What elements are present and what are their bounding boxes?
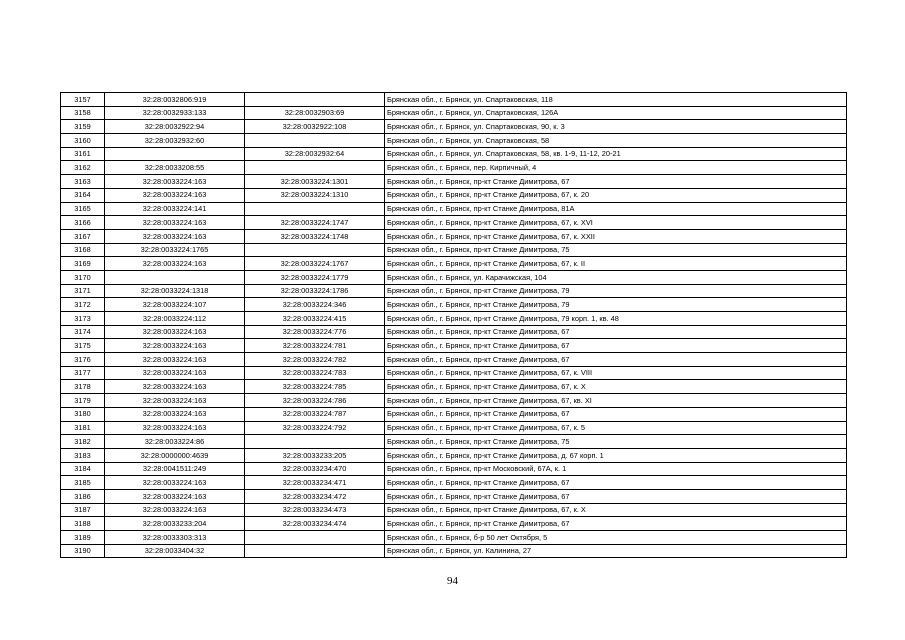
cadastral-number-cell: 32:28:0033224:163 xyxy=(105,407,245,421)
row-number-cell: 3181 xyxy=(61,421,105,435)
address-cell: Брянская обл., г. Брянск, пр-кт Станке Димитрова, 67 xyxy=(385,175,847,189)
row-number-cell: 3173 xyxy=(61,312,105,326)
cadastral-number-cell: 32:28:0041511:249 xyxy=(105,462,245,476)
cadastral-number-cell: 32:28:0033224:1765 xyxy=(105,243,245,257)
table-row xyxy=(61,503,847,517)
table-row xyxy=(61,312,847,326)
table-row xyxy=(61,243,847,257)
cadastral-number-cell: 32:28:0032922:94 xyxy=(105,120,245,134)
cadastral-number-cell: 32:28:0033224:163 xyxy=(105,188,245,202)
table-row xyxy=(61,134,847,148)
table-row xyxy=(61,544,847,558)
building-cadastral-number-cell xyxy=(245,161,385,175)
table-row xyxy=(61,298,847,312)
cadastral-number-cell xyxy=(105,270,245,284)
row-number-cell: 3170 xyxy=(61,270,105,284)
row-number-cell: 3164 xyxy=(61,188,105,202)
table-row xyxy=(61,284,847,298)
address-cell: Брянская обл., г. Брянск, пр-кт Станке Димитрова, 67, к. II xyxy=(385,257,847,271)
row-number-cell: 3158 xyxy=(61,106,105,120)
cadastral-number-cell: 32:28:0033224:86 xyxy=(105,435,245,449)
row-number-cell: 3177 xyxy=(61,366,105,380)
address-cell: Брянская обл., г. Брянск, ул. Спартаковская, 118 xyxy=(385,93,847,107)
cadastral-number-cell: 32:28:0033224:163 xyxy=(105,380,245,394)
cadastral-number-cell: 32:28:0033224:163 xyxy=(105,175,245,189)
table-row xyxy=(61,325,847,339)
table-row xyxy=(61,257,847,271)
address-cell: Брянская обл., г. Брянск, ул. Спартаковская, 58, кв. 1-9, 11-12, 20-21 xyxy=(385,147,847,161)
table-row xyxy=(61,202,847,216)
address-cell: Брянская обл., г. Брянск, пр-кт Станке Димитрова, д. 67 корп. 1 xyxy=(385,448,847,462)
table-row xyxy=(61,435,847,449)
building-cadastral-number-cell: 32:28:0033224:782 xyxy=(245,353,385,367)
row-number-cell: 3175 xyxy=(61,339,105,353)
address-cell: Брянская обл., г. Брянск, пер. Кирпичный, 4 xyxy=(385,161,847,175)
address-cell: Брянская обл., г. Брянск, пр-кт Станке Димитрова, 67 xyxy=(385,339,847,353)
address-cell: Брянская обл., г. Брянск, пр-кт Станке Димитрова, 67 xyxy=(385,407,847,421)
cadastral-number-cell: 32:28:0033224:163 xyxy=(105,216,245,230)
building-cadastral-number-cell: 32:28:0033234:472 xyxy=(245,489,385,503)
row-number-cell: 3157 xyxy=(61,93,105,107)
building-cadastral-number-cell: 32:28:0032922:108 xyxy=(245,120,385,134)
address-cell: Брянская обл., г. Брянск, ул. Калинина, 27 xyxy=(385,544,847,558)
address-cell: Брянская обл., г. Брянск, пр-кт Станке Димитрова, 79 xyxy=(385,284,847,298)
row-number-cell: 3167 xyxy=(61,229,105,243)
row-number-cell: 3186 xyxy=(61,489,105,503)
table-row xyxy=(61,188,847,202)
cadastral-number-cell: 32:28:0033224:163 xyxy=(105,339,245,353)
row-number-cell: 3182 xyxy=(61,435,105,449)
row-number-cell: 3172 xyxy=(61,298,105,312)
address-cell: Брянская обл., г. Брянск, пр-кт Станке Димитрова, 79 корп. 1, кв. 48 xyxy=(385,312,847,326)
address-cell: Брянская обл., г. Брянск, пр-кт Станке Димитрова, 67, к. VIII xyxy=(385,366,847,380)
address-cell: Брянская обл., г. Брянск, пр-кт Станке Димитрова, 67, к. X xyxy=(385,503,847,517)
cadastral-number-cell: 32:28:0033224:107 xyxy=(105,298,245,312)
building-cadastral-number-cell xyxy=(245,544,385,558)
row-number-cell: 3174 xyxy=(61,325,105,339)
table-row xyxy=(61,517,847,531)
table-row xyxy=(61,421,847,435)
table-row xyxy=(61,476,847,490)
address-cell: Брянская обл., г. Брянск, пр-кт Станке Димитрова, 67, к. 5 xyxy=(385,421,847,435)
table-row xyxy=(61,531,847,545)
register-table-body xyxy=(61,93,847,558)
building-cadastral-number-cell: 32:28:0033224:1767 xyxy=(245,257,385,271)
cadastral-number-cell: 32:28:0033224:1318 xyxy=(105,284,245,298)
row-number-cell: 3163 xyxy=(61,175,105,189)
building-cadastral-number-cell: 32:28:0033233:205 xyxy=(245,448,385,462)
table-row xyxy=(61,93,847,107)
cadastral-number-cell: 32:28:0033224:163 xyxy=(105,503,245,517)
cadastral-number-cell: 32:28:0033224:163 xyxy=(105,394,245,408)
building-cadastral-number-cell: 32:28:0033224:415 xyxy=(245,312,385,326)
table-row xyxy=(61,353,847,367)
building-cadastral-number-cell: 32:28:0033224:346 xyxy=(245,298,385,312)
address-cell: Брянская обл., г. Брянск, пр-кт Станке Димитрова, 67 xyxy=(385,517,847,531)
building-cadastral-number-cell xyxy=(245,202,385,216)
row-number-cell: 3187 xyxy=(61,503,105,517)
cadastral-number-cell: 32:28:0033224:163 xyxy=(105,325,245,339)
cadastral-number-cell: 32:28:0033224:112 xyxy=(105,312,245,326)
table-row xyxy=(61,366,847,380)
cadastral-number-cell xyxy=(105,147,245,161)
table-row xyxy=(61,175,847,189)
row-number-cell: 3178 xyxy=(61,380,105,394)
building-cadastral-number-cell xyxy=(245,243,385,257)
row-number-cell: 3176 xyxy=(61,353,105,367)
address-cell: Брянская обл., г. Брянск, пр-кт Станке Димитрова, 67, к. XVI xyxy=(385,216,847,230)
address-cell: Брянская обл., г. Брянск, ул. Спартаковская, 90, к. 3 xyxy=(385,120,847,134)
building-cadastral-number-cell: 32:28:0033224:783 xyxy=(245,366,385,380)
cadastral-number-cell: 32:28:0033303:313 xyxy=(105,531,245,545)
address-cell: Брянская обл., г. Брянск, пр-кт Станке Димитрова, 67, кв. XI xyxy=(385,394,847,408)
address-cell: Брянская обл., г. Брянск, пр-кт Станке Димитрова, 67 xyxy=(385,325,847,339)
table-row xyxy=(61,270,847,284)
row-number-cell: 3183 xyxy=(61,448,105,462)
cadastral-number-cell: 32:28:0033224:163 xyxy=(105,366,245,380)
address-cell: Брянская обл., г. Брянск, пр-кт Станке Димитрова, 75 xyxy=(385,243,847,257)
cadastral-number-cell: 32:28:0033224:163 xyxy=(105,353,245,367)
building-cadastral-number-cell: 32:28:0033234:471 xyxy=(245,476,385,490)
building-cadastral-number-cell: 32:28:0033224:776 xyxy=(245,325,385,339)
table-row xyxy=(61,120,847,134)
table-row xyxy=(61,380,847,394)
address-cell: Брянская обл., г. Брянск, ул. Спартаковская, 126А xyxy=(385,106,847,120)
address-cell: Брянская обл., г. Брянск, пр-кт Станке Димитрова, 67 xyxy=(385,489,847,503)
cadastral-number-cell: 32:28:0033224:163 xyxy=(105,476,245,490)
cadastral-number-cell: 32:28:0033404:32 xyxy=(105,544,245,558)
building-cadastral-number-cell xyxy=(245,435,385,449)
table-row xyxy=(61,339,847,353)
building-cadastral-number-cell: 32:28:0033224:1310 xyxy=(245,188,385,202)
cadastral-number-cell: 32:28:0033233:204 xyxy=(105,517,245,531)
address-cell: Брянская обл., г. Брянск, пр-кт Московский, 67А, к. 1 xyxy=(385,462,847,476)
building-cadastral-number-cell: 32:28:0033224:787 xyxy=(245,407,385,421)
building-cadastral-number-cell: 32:28:0033234:474 xyxy=(245,517,385,531)
cadastral-number-cell: 32:28:0033224:163 xyxy=(105,489,245,503)
row-number-cell: 3161 xyxy=(61,147,105,161)
table-row xyxy=(61,407,847,421)
row-number-cell: 3169 xyxy=(61,257,105,271)
row-number-cell: 3188 xyxy=(61,517,105,531)
cadastral-number-cell: 32:28:0000000:4639 xyxy=(105,448,245,462)
building-cadastral-number-cell xyxy=(245,93,385,107)
row-number-cell: 3171 xyxy=(61,284,105,298)
cadastral-number-cell: 32:28:0032932:60 xyxy=(105,134,245,148)
table-row xyxy=(61,462,847,476)
address-cell: Брянская обл., г. Брянск, пр-кт Станке Димитрова, 67 xyxy=(385,353,847,367)
address-cell: Брянская обл., г. Брянск, пр-кт Станке Димитрова, 81А xyxy=(385,202,847,216)
cadastral-number-cell: 32:28:0032933:133 xyxy=(105,106,245,120)
address-cell: Брянская обл., г. Брянск, ул. Спартаковская, 58 xyxy=(385,134,847,148)
address-cell: Брянская обл., г. Брянск, пр-кт Станке Димитрова, 67, к. 20 xyxy=(385,188,847,202)
address-cell: Брянская обл., г. Брянск, пр-кт Станке Димитрова, 75 xyxy=(385,435,847,449)
row-number-cell: 3165 xyxy=(61,202,105,216)
building-cadastral-number-cell xyxy=(245,531,385,545)
table-row xyxy=(61,489,847,503)
building-cadastral-number-cell: 32:28:0033224:1779 xyxy=(245,270,385,284)
row-number-cell: 3189 xyxy=(61,531,105,545)
row-number-cell: 3166 xyxy=(61,216,105,230)
row-number-cell: 3159 xyxy=(61,120,105,134)
row-number-cell: 3162 xyxy=(61,161,105,175)
address-cell: Брянская обл., г. Брянск, ул. Карачижская, 104 xyxy=(385,270,847,284)
building-cadastral-number-cell: 32:28:0033224:1747 xyxy=(245,216,385,230)
address-cell: Брянская обл., г. Брянск, пр-кт Станке Димитрова, 67, к. XXII xyxy=(385,229,847,243)
row-number-cell: 3160 xyxy=(61,134,105,148)
cadastral-number-cell: 32:28:0033224:141 xyxy=(105,202,245,216)
page-number: 94 xyxy=(447,575,458,587)
cadastral-number-cell: 32:28:0033224:163 xyxy=(105,257,245,271)
address-cell: Брянская обл., г. Брянск, б-р 50 лет Октября, 5 xyxy=(385,531,847,545)
building-cadastral-number-cell: 32:28:0033224:1786 xyxy=(245,284,385,298)
row-number-cell: 3179 xyxy=(61,394,105,408)
row-number-cell: 3168 xyxy=(61,243,105,257)
building-cadastral-number-cell: 32:28:0033234:473 xyxy=(245,503,385,517)
building-cadastral-number-cell: 32:28:0033224:1748 xyxy=(245,229,385,243)
address-cell: Брянская обл., г. Брянск, пр-кт Станке Димитрова, 67 xyxy=(385,476,847,490)
cadastral-number-cell: 32:28:0032806:919 xyxy=(105,93,245,107)
building-cadastral-number-cell: 32:28:0033224:781 xyxy=(245,339,385,353)
table-row xyxy=(61,394,847,408)
cadastral-number-cell: 32:28:0033224:163 xyxy=(105,229,245,243)
row-number-cell: 3185 xyxy=(61,476,105,490)
cadastral-number-cell: 32:28:0033208:55 xyxy=(105,161,245,175)
table-row xyxy=(61,147,847,161)
table-row xyxy=(61,216,847,230)
cadastral-number-cell: 32:28:0033224:163 xyxy=(105,421,245,435)
building-cadastral-number-cell: 32:28:0033224:1301 xyxy=(245,175,385,189)
row-number-cell: 3190 xyxy=(61,544,105,558)
table-row xyxy=(61,229,847,243)
register-table xyxy=(60,92,847,558)
building-cadastral-number-cell xyxy=(245,134,385,148)
building-cadastral-number-cell: 32:28:0032903:69 xyxy=(245,106,385,120)
building-cadastral-number-cell: 32:28:0033224:786 xyxy=(245,394,385,408)
address-cell: Брянская обл., г. Брянск, пр-кт Станке Димитрова, 67, к. X xyxy=(385,380,847,394)
row-number-cell: 3184 xyxy=(61,462,105,476)
row-number-cell: 3180 xyxy=(61,407,105,421)
table-row xyxy=(61,106,847,120)
building-cadastral-number-cell: 32:28:0032932:64 xyxy=(245,147,385,161)
building-cadastral-number-cell: 32:28:0033234:470 xyxy=(245,462,385,476)
building-cadastral-number-cell: 32:28:0033224:785 xyxy=(245,380,385,394)
table-row xyxy=(61,161,847,175)
address-cell: Брянская обл., г. Брянск, пр-кт Станке Димитрова, 79 xyxy=(385,298,847,312)
building-cadastral-number-cell: 32:28:0033224:792 xyxy=(245,421,385,435)
table-row xyxy=(61,448,847,462)
